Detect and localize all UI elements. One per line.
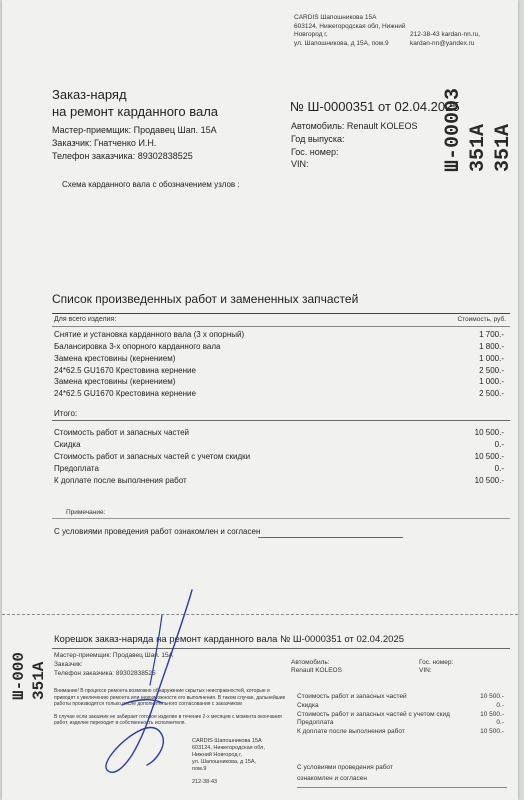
order-stamp: Ш-00003 — [442, 87, 465, 172]
car-field: Автомобиль: Renault KOLEOS — [291, 121, 418, 131]
work-item-name: Снятие и установка карданного вала (3 х опорный) — [54, 330, 245, 339]
stub-total-label: Стоимость работ и запасных частей с учетом скид — [297, 711, 450, 718]
stub-car-value: Renault KOLEOS — [291, 667, 342, 674]
stub-addr-line: пом.9 — [192, 766, 207, 772]
stub-agree-line2: ознакомлен и согласен — [297, 775, 367, 782]
stub-customer: Заказчик: — [54, 661, 83, 668]
order-stamp-2: 351А — [467, 123, 490, 172]
works-title: Список произведенных работ и замененных запчастей — [52, 292, 359, 306]
total-row-value: 0.- — [494, 464, 504, 473]
works-title-rule — [52, 313, 510, 314]
order-document — [2, 0, 518, 800]
handwritten-signature — [62, 585, 222, 785]
stub-total-value: 0.- — [496, 702, 504, 709]
total-row-value: 10 500.- — [474, 428, 504, 437]
stub-total-value: 10 500.- — [480, 711, 504, 718]
work-item-name: 24*62.5 GU1670 Крестовина кернение — [54, 366, 196, 375]
work-item-name: Замена крестовины (кернением) — [54, 354, 176, 363]
year-field: Год выпуска: — [291, 134, 345, 144]
company-phone: 212-38-43 kardan-nn.ru, — [410, 31, 481, 38]
stub-customer-phone: Телефон заказчика: 89302838525 — [54, 670, 156, 677]
agree-text: С условиями проведения работ ознакомлен и согласен — [54, 527, 261, 536]
stub-stamp: Ш-000 — [10, 651, 28, 700]
company-address-2: Новгород г, — [294, 31, 328, 38]
vin-field: VIN: — [291, 159, 309, 169]
header-rule — [52, 326, 510, 327]
work-item-price: 1 800.- — [479, 342, 504, 351]
note-rule — [52, 518, 510, 519]
master-field: Мастер-приемщик: Продавец Шап. 15А — [52, 125, 217, 135]
scheme-label: Схема карданного вала с обозначением узлов : — [62, 180, 240, 189]
work-item-price: 1 000.- — [479, 377, 504, 386]
stub-total-label: Предоплата — [297, 719, 334, 726]
stub-addr-line: 603124, Нижегородская обл, — [192, 745, 265, 751]
stub-total-label: Стоимость работ и запасных частей — [297, 693, 407, 700]
company-address-3: ул. Шапошникова, д 15А, пом.9 — [294, 40, 389, 47]
warning-line: Внимание! В процессе ремонта возможно обнаружение скрытых неисправностей, которые и — [54, 688, 270, 694]
work-item-name: 24*62.5 GU1670 Крестовина кернение — [54, 389, 196, 398]
stub-vin: VIN: — [419, 667, 432, 674]
stub-total-label: К доплате после выполнения работ — [297, 728, 405, 735]
stub-plate: Гос. номер: — [419, 659, 454, 666]
total-row-value: 0.- — [494, 440, 504, 449]
cost-header: Стоимость, руб. — [457, 316, 506, 323]
customer-phone-field: Телефон заказчика: 89302838525 — [52, 151, 193, 161]
total-row-label: Стоимость работ и запасных частей — [54, 428, 190, 437]
total-row-value: 10 500.- — [474, 476, 504, 485]
total-row-label: Предоплата — [54, 464, 99, 473]
stub-total-value: 0.- — [496, 719, 504, 726]
company-email: kardan-nn@yandex.ru — [410, 40, 475, 47]
stub-addr-phone: 212-38-43 — [192, 779, 218, 785]
stub-addr-company: CARDIS Шапошникова 15А — [192, 738, 262, 744]
stub-total-value: 10 500.- — [480, 728, 504, 735]
customer-field: Заказчик: Гнатченко И.Н. — [52, 138, 157, 148]
signature-line — [258, 537, 403, 538]
stub-total-label: Скидка — [297, 702, 319, 709]
work-item-price: 2 500.- — [479, 366, 504, 375]
total-label: Итого: — [54, 409, 78, 418]
work-item-name: Замена крестовины (кернением) — [54, 377, 176, 386]
total-row-label: Стоимость работ и запасных частей с учетом скидки — [54, 452, 251, 461]
stub-stamp-2: 351А — [30, 661, 48, 700]
company-name: CARDIS Шапошникова 15А — [294, 14, 377, 21]
stub-signature-line — [297, 787, 507, 788]
work-item-price: 1 000.- — [479, 354, 504, 363]
plate-field: Гос. номер: — [291, 147, 339, 157]
order-stamp-3: 351А — [492, 123, 515, 172]
stub-master: Мастер-приемщик: Продавец Шап. 15А — [54, 652, 173, 659]
stub-addr-line: Нижний Новгород г, — [192, 752, 242, 758]
warning-line: В случае если заказчик не забирает готовое изделие в течение 2-х месяцев с момента окончания — [54, 713, 282, 720]
warning-line: работы производятся только после дополнительного согласования с заказчиком — [54, 701, 242, 707]
total-row-label: Скидка — [54, 440, 81, 449]
stub-car-label: Автомобиль: — [291, 659, 330, 666]
total-row-label: К доплате после выполнения работ — [54, 476, 187, 485]
work-item-price: 2 500.- — [479, 389, 504, 398]
work-item-name: Балансировка 3-х опорного карданного вала — [54, 342, 221, 351]
order-number: № Ш-0000351 от 02.04.2025 — [290, 99, 460, 114]
note-label: Примечание: — [66, 509, 106, 516]
stub-agree-line1: С условиями проведения работ — [297, 764, 393, 771]
order-title-line1: Заказ-наряд — [52, 87, 127, 102]
warning-line: приводят к увеличению ремонта или невозможности его выполнения. В таком случае, дальнейшие — [54, 694, 286, 701]
order-title-line2: на ремонт карданного вала — [52, 104, 219, 119]
total-rule — [52, 420, 510, 421]
company-address-1: 603124, Нижегородская обл, Нижний — [294, 23, 406, 30]
stub-total-value: 10 500.- — [480, 693, 504, 700]
for-all-label: Для всего изделия: — [54, 316, 117, 323]
stub-title: Корешок заказ-наряда на ремонт карданного вала № Ш-0000351 от 02.04.2025 — [54, 634, 405, 645]
warning-line: работ, изделие переходит в собственность исполнителя. — [54, 720, 186, 726]
work-item-price: 1 700.- — [479, 330, 504, 339]
stub-addr-line: ул. Шапошникова, д 15А, — [192, 759, 257, 765]
total-row-value: 10 500.- — [474, 452, 504, 461]
